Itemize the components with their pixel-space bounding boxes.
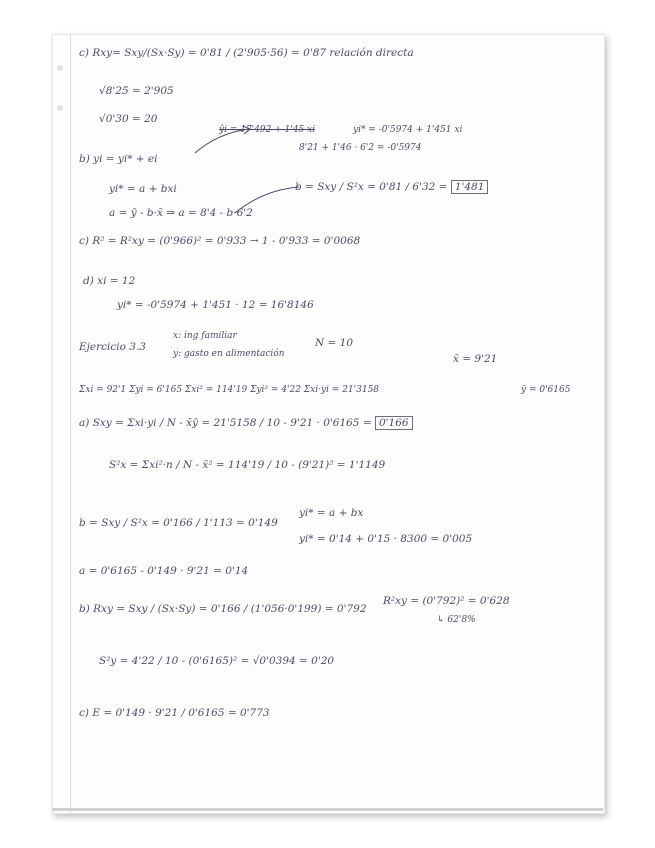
line-sqrt-2: √0'30 = 20 bbox=[99, 113, 158, 125]
y-mean: ȳ = 0'6165 bbox=[521, 385, 571, 395]
b-value-boxed: 1'481 bbox=[451, 180, 489, 194]
notebook-page bbox=[52, 34, 605, 814]
curved-arrow bbox=[233, 185, 303, 215]
line-y-model: yi* = a + bx bbox=[299, 507, 364, 519]
line-a-formula: a = ȳ - b·x̄ ⇒ a = 8'4 - b·6'2 bbox=[109, 207, 253, 219]
line-part-d-label: d) xi = 12 bbox=[83, 275, 136, 287]
line-part-b-model: b) yi = yi* + ei bbox=[79, 153, 158, 165]
line-r2: R²xy = (0'792)² = 0'628 bbox=[383, 595, 510, 607]
line-a2: a = 0'6165 - 0'149 · 9'21 = 0'14 bbox=[79, 565, 249, 577]
line-sxy bbox=[79, 417, 413, 429]
line-b2: b = Sxy / S²x = 0'166 / 1'113 = 0'149 bbox=[79, 517, 278, 529]
line-y-eval: yi* = 0'14 + 0'15 · 8300 = 0'005 bbox=[299, 533, 473, 545]
x-mean: x̄ = 9'21 bbox=[453, 353, 498, 365]
line-elasticity: c) E = 0'149 · 9'21 / 0'6165 = 0'773 bbox=[79, 707, 270, 719]
check-line: 8'21 + 1'46 · 6'2 = -0'5974 bbox=[299, 143, 422, 153]
line-s2x: S²x = Σxi²·n / N - x̄² = 114'19 / 10 - (9'21)² = 1'1149 bbox=[109, 459, 386, 471]
punch-hole bbox=[57, 65, 63, 71]
fitted-line: yi* = -0'5974 + 1'451 xi bbox=[353, 125, 463, 135]
line-part-c-correlation: c) Rxy= Sxy/(Sx·Sy) = 0'81 / (2'905·56) = 0'87 relación directa bbox=[79, 47, 414, 59]
margin-line bbox=[70, 35, 71, 813]
line-b-formula bbox=[295, 181, 488, 193]
percentage-note: ↳ 62'8% bbox=[437, 615, 476, 625]
page-bottom-edge bbox=[52, 808, 603, 811]
x-definition: x: ing familiar bbox=[173, 331, 237, 341]
curved-arrow bbox=[193, 125, 253, 155]
line-part-b-rxy: b) Rxy = Sxy / (Sx·Sy) = 0'166 / (1'056·0'199) = 0'792 bbox=[79, 603, 367, 615]
exercise-title: Ejercicio 3.3 bbox=[79, 341, 146, 353]
y-definition: y: gasto en alimentación bbox=[173, 349, 285, 359]
line-linear-model: yi* = a + bxi bbox=[109, 183, 177, 195]
line-part-d-prediction: yi* = -0'5974 + 1'451 · 12 = 16'8146 bbox=[117, 299, 314, 311]
sxy-formula: a) Sxy = Σxi·yi / N - x̄ȳ = 21'5158 / 10 - 9'21 · 0'6165 = bbox=[79, 417, 372, 429]
crossed-out-equation: ŷi = 17'492 + 1'45 xi bbox=[219, 125, 316, 135]
sample-size: N = 10 bbox=[315, 337, 354, 349]
sums-line: Σxi = 92'1 Σyi = 6'165 Σxi² = 114'19 Σyi² = 4'22 Σxi·yi = 21'3158 bbox=[79, 385, 380, 395]
b-formula: b = Sxy / S²x = 0'81 / 6'32 = bbox=[295, 181, 448, 193]
line-s2y: S²y = 4'22 / 10 - (0'6165)² = √0'0394 = 0'20 bbox=[99, 655, 335, 667]
sxy-value-boxed: 0'166 bbox=[375, 416, 413, 430]
line-part-c-r2: c) R² = R²xy = (0'966)² = 0'933 → 1 - 0'933 = 0'0068 bbox=[79, 235, 361, 247]
line-sqrt-1: √8'25 = 2'905 bbox=[99, 85, 174, 97]
punch-hole bbox=[57, 105, 63, 111]
